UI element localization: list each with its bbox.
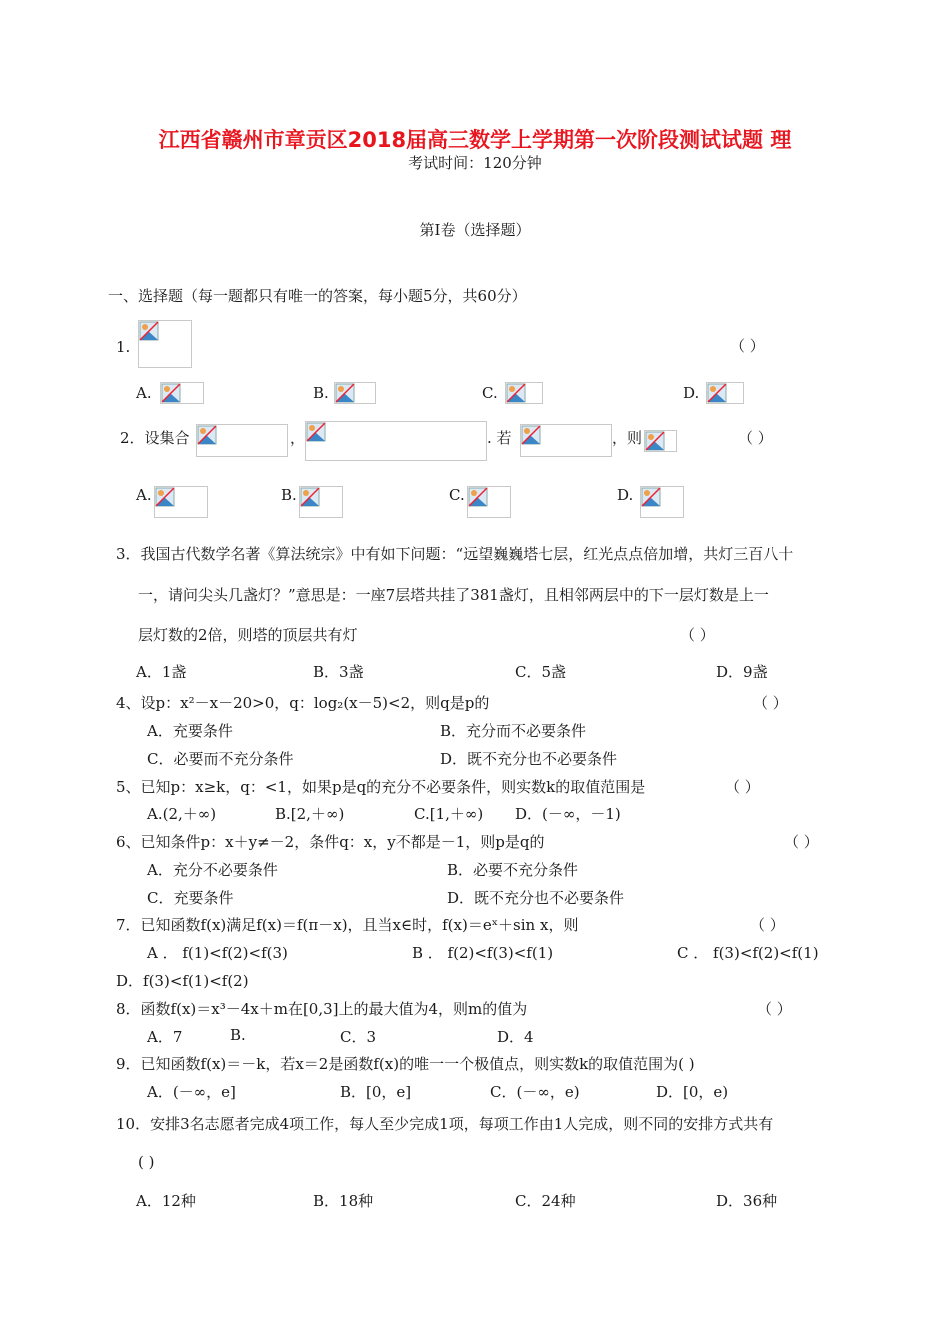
q3-opt-b: B．3盏 bbox=[313, 663, 364, 681]
q4-opt-d: D．既不充分也不必要条件 bbox=[440, 750, 618, 768]
broken-image-icon bbox=[335, 383, 355, 403]
q1-opt-d-label: D. bbox=[683, 384, 700, 402]
volume-heading: 第I卷（选择题） bbox=[419, 221, 531, 239]
q2-stem-start: 2．设集合 bbox=[120, 429, 190, 447]
broken-image-icon bbox=[161, 383, 181, 403]
q7-opt-b: B ． f(2)<f(3)<f(1) bbox=[412, 944, 554, 962]
broken-image-icon bbox=[139, 321, 159, 341]
q5-answer-paren: （ ） bbox=[725, 778, 760, 796]
section-heading: 一、选择题（每一题都只有唯一的答案，每小题5分，共60分） bbox=[108, 287, 527, 305]
q2-set-a-image bbox=[196, 424, 288, 457]
q3-line2: 一，请问尖头几盏灯？”意思是：一座7层塔共挂了381盏灯，且相邻两层中的下一层灯数是上一 bbox=[138, 586, 769, 604]
q2-ze: ，则 bbox=[612, 429, 643, 447]
q3-opt-c: C．5盏 bbox=[515, 663, 567, 681]
broken-image-icon bbox=[306, 422, 326, 442]
q5-stem: 5、已知p：x≥k，q：<1，如果p是q的充分不必要条件，则实数k的取值范围是 bbox=[116, 778, 646, 796]
q1-opt-c-image bbox=[505, 382, 543, 404]
q2-set-b-image bbox=[305, 421, 487, 461]
q2-opt-c-image bbox=[467, 486, 511, 518]
q4-opt-c: C．必要而不充分条件 bbox=[147, 750, 294, 768]
q9-opt-d: D．[0，e) bbox=[656, 1083, 729, 1101]
q10-line1: 10．安排3名志愿者完成4项工作，每人至少完成1项，每项工作由1人完成，则不同的安排方式共有 bbox=[116, 1115, 774, 1133]
q7-opt-c: C ． f(3)<f(2)<f(1) bbox=[677, 944, 819, 962]
broken-image-icon bbox=[707, 383, 727, 403]
broken-image-icon bbox=[155, 487, 175, 507]
q6-opt-b: B．必要不充分条件 bbox=[447, 861, 579, 879]
q2-opt-a-image bbox=[154, 486, 208, 518]
q7-answer-paren: （ ） bbox=[750, 916, 785, 934]
broken-image-icon bbox=[641, 487, 661, 507]
q2-ruo: . 若 bbox=[487, 429, 512, 447]
exam-time: 考试时间：120分钟 bbox=[408, 154, 542, 172]
q2-opt-b-label: B. bbox=[281, 486, 297, 504]
q8-opt-c: C．3 bbox=[340, 1028, 377, 1046]
q10-opt-c: C．24种 bbox=[515, 1192, 576, 1210]
q2-comma: ， bbox=[290, 429, 306, 447]
q3-answer-paren: （ ） bbox=[680, 626, 715, 644]
broken-image-icon bbox=[521, 425, 541, 445]
q6-opt-a: A．充分不必要条件 bbox=[147, 861, 278, 879]
q9-opt-a: A．(－∞，e] bbox=[147, 1083, 236, 1101]
q8-opt-a: A．7 bbox=[147, 1028, 183, 1046]
q4-opt-b: B．充分而不必要条件 bbox=[440, 722, 587, 740]
q2-cond-image bbox=[520, 424, 612, 457]
q3-opt-d: D．9盏 bbox=[716, 663, 768, 681]
q4-opt-a: A．充要条件 bbox=[147, 722, 233, 740]
q10-opt-a: A．12种 bbox=[136, 1192, 196, 1210]
q10-opt-b: B．18种 bbox=[313, 1192, 374, 1210]
q2-opt-c-label: C. bbox=[449, 486, 465, 504]
q9-stem: 9．已知函数f(x)＝－k，若x＝2是函数f(x)的唯一一个极值点，则实数k的取值范围为( ) bbox=[116, 1055, 695, 1073]
q5-opt-a: A.(2,＋∞) bbox=[147, 805, 217, 823]
q5-opt-c: C.[1,＋∞) bbox=[414, 805, 484, 823]
q3-line1: 3．我国古代数学名著《算法统宗》中有如下问题：“远望巍巍塔七层，红光点点倍加增，共灯三百八十 bbox=[116, 545, 794, 563]
q2-opt-d-image bbox=[640, 486, 684, 518]
broken-image-icon bbox=[468, 487, 488, 507]
q1-opt-a-label: A. bbox=[136, 384, 152, 402]
q2-opt-d-label: D. bbox=[617, 486, 634, 504]
q6-answer-paren: （ ） bbox=[784, 833, 819, 851]
q6-opt-c: C．充要条件 bbox=[147, 889, 234, 907]
q8-answer-paren: （ ） bbox=[757, 1000, 792, 1018]
page-title: 江西省赣州市章贡区2018届高三数学上学期第一次阶段测试试题 理 bbox=[158, 128, 792, 152]
q1-answer-paren: （ ） bbox=[730, 337, 765, 355]
q3-opt-a: A．1盏 bbox=[136, 663, 187, 681]
q4-stem: 4、设p：x²－x－20>0，q：log₂(x－5)<2，则q是p的 bbox=[116, 694, 490, 712]
q7-opt-a: A ． f(1)<f(2)<f(3) bbox=[147, 944, 288, 962]
q1-number: 1. bbox=[116, 338, 131, 356]
q1-opt-c-label: C. bbox=[482, 384, 498, 402]
q8-stem: 8．函数f(x)＝x³－4x＋m在[0,3]上的最大值为4，则m的值为 bbox=[116, 1000, 528, 1018]
q9-opt-c: C．(－∞，e) bbox=[490, 1083, 580, 1101]
q1-opt-d-image bbox=[706, 382, 744, 404]
q2-target-image bbox=[644, 430, 677, 452]
q8-opt-d: D．4 bbox=[497, 1028, 534, 1046]
q6-opt-d: D．既不充分也不必要条件 bbox=[447, 889, 625, 907]
q5-opt-d: D．(－∞，－1) bbox=[515, 805, 621, 823]
q1-formula-image bbox=[138, 320, 192, 368]
q1-opt-a-image bbox=[160, 382, 204, 404]
q9-opt-b: B．[0，e] bbox=[340, 1083, 412, 1101]
q5-opt-b: B.[2,＋∞) bbox=[275, 805, 345, 823]
broken-image-icon bbox=[197, 425, 217, 445]
q8-opt-b: B. bbox=[230, 1026, 246, 1044]
q3-line3: 层灯数的2倍，则塔的顶层共有灯 bbox=[138, 626, 358, 644]
q2-opt-b-image bbox=[299, 486, 343, 518]
q1-opt-b-label: B. bbox=[313, 384, 329, 402]
q1-opt-b-image bbox=[334, 382, 376, 404]
q10-opt-d: D．36种 bbox=[716, 1192, 778, 1210]
q7-opt-d: D．f(3)<f(1)<f(2) bbox=[116, 972, 249, 990]
q2-answer-paren: （ ） bbox=[738, 429, 773, 447]
broken-image-icon bbox=[300, 487, 320, 507]
q2-opt-a-label: A. bbox=[136, 486, 152, 504]
q10-line2: ( ) bbox=[138, 1153, 155, 1171]
broken-image-icon bbox=[645, 431, 665, 451]
q4-answer-paren: （ ） bbox=[753, 694, 788, 712]
q6-stem: 6、已知条件p：x＋y≠－2，条件q：x，y不都是－1，则p是q的 bbox=[116, 833, 545, 851]
broken-image-icon bbox=[506, 383, 526, 403]
q7-stem: 7．已知函数f(x)满足f(x)＝f(π－x)，且当x∈时，f(x)＝eˣ＋sin x，则 bbox=[116, 916, 579, 934]
